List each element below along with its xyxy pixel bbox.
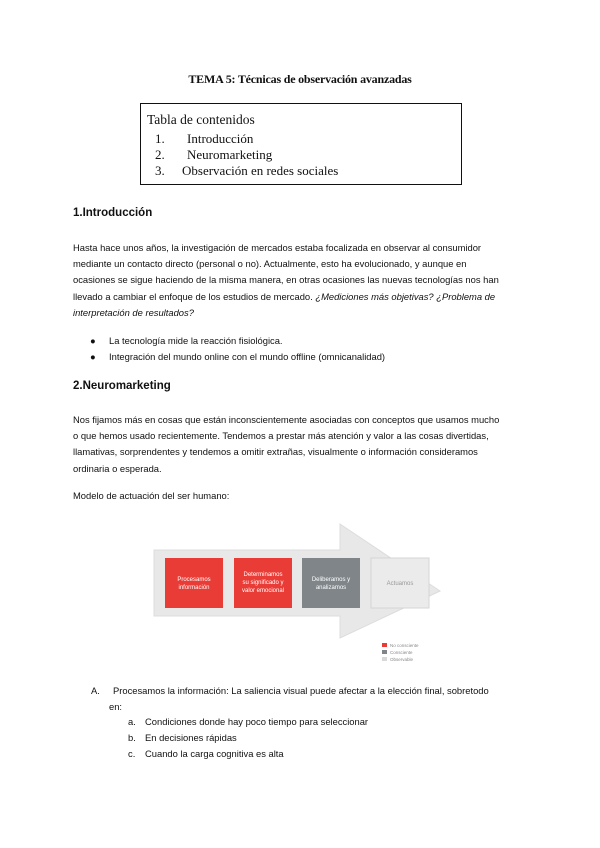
step-label: valor emocional bbox=[241, 588, 285, 594]
toc-item-number: 3. bbox=[155, 163, 165, 178]
step-label: Procesamos bbox=[177, 577, 211, 583]
paragraph-line: ocasiones se sigue haciendo de la misma manera, en otras ocasiones las nuevas tecnologías nos han bbox=[73, 274, 499, 286]
legend-label: Consciente bbox=[390, 650, 413, 655]
sublist-text: En decisiones rápidas bbox=[145, 732, 237, 743]
step-label: Actuamos bbox=[386, 581, 414, 587]
step-label: Deliberamos y bbox=[311, 577, 351, 583]
step-label: Determinamos bbox=[243, 572, 283, 578]
step-label: información bbox=[178, 585, 210, 591]
step-box bbox=[302, 558, 360, 608]
toc-item-number: 1. bbox=[155, 131, 165, 146]
bullet-text: Integración del mundo online con el mundo offline (omnicanalidad) bbox=[109, 351, 386, 362]
list-item-text: Procesamos la información: La saliencia visual puede afectar a la elección final, sobretodo bbox=[113, 685, 489, 696]
paragraph-question: ¿Mediciones más objetivas? ¿Problema de bbox=[315, 290, 496, 302]
step-label: su significado y bbox=[242, 580, 284, 586]
sublist-marker: b. bbox=[128, 732, 136, 743]
section-heading-neuromarketing: 2.Neuromarketing bbox=[73, 380, 171, 392]
toc-item-number: 2. bbox=[155, 147, 165, 162]
toc-heading: Tabla de contenidos bbox=[147, 112, 255, 127]
model-label: Modelo de actuación del ser humano: bbox=[73, 490, 230, 501]
neuromarketing-paragraph bbox=[73, 412, 526, 477]
page-title: TEMA 5: Técnicas de observación avanzadas bbox=[188, 72, 412, 86]
legend-swatch bbox=[382, 643, 387, 647]
legend-swatch bbox=[382, 650, 387, 654]
table-of-contents bbox=[140, 103, 462, 185]
sublist-marker: c. bbox=[128, 748, 136, 759]
legend-label: No consciente bbox=[390, 643, 419, 648]
paragraph-line: Nos fijamos más en cosas que están inconscientemente asociadas con conceptos que usamos mucho bbox=[73, 414, 500, 425]
paragraph-text: llevado a cambiar el enfoque de los estudios de mercado. bbox=[73, 290, 316, 302]
bullet-text: La tecnología mide la reacción fisiológica. bbox=[109, 335, 283, 346]
list-marker: A. bbox=[91, 685, 100, 696]
bullet-item bbox=[92, 335, 283, 346]
sublist-text: Cuando la carga cognitiva es alta bbox=[145, 748, 284, 759]
behavior-model-diagram bbox=[150, 520, 450, 668]
intro-paragraph bbox=[73, 240, 526, 321]
sublist-marker: a. bbox=[128, 716, 136, 727]
paragraph-line: ordinaria o esperada. bbox=[73, 462, 162, 474]
paragraph-line: o que hemos usado recientemente. Tendemos a prestar más atención y valor a las cosas divertidas, bbox=[73, 430, 489, 442]
paragraph-line: Hasta hace unos años, la investigación de mercados estaba focalizada en observar al consumidor bbox=[73, 242, 482, 253]
paragraph-line: llamativas, sorprendentes y tendemos a omitir extrañas, visualmente o información consideramos bbox=[73, 446, 478, 458]
bullet-icon: ● bbox=[90, 351, 96, 362]
toc-item-label: Neuromarketing bbox=[187, 147, 273, 162]
paragraph-line: mediante un contacto directo (personal o no). Actualmente, esto ha evolucionado, y aunque en bbox=[73, 258, 467, 270]
list-item-text: en: bbox=[109, 701, 123, 712]
section-heading-introduccion: 1.Introducción bbox=[73, 207, 153, 219]
legend-label: Observable bbox=[390, 657, 414, 662]
legend-swatch bbox=[382, 657, 387, 661]
toc-item-label: Introducción bbox=[187, 131, 254, 146]
step-box bbox=[165, 558, 223, 608]
paragraph-question: interpretación de resultados? bbox=[73, 306, 194, 318]
bullet-item bbox=[92, 351, 385, 362]
bullet-icon: ● bbox=[90, 335, 96, 346]
paragraph-line bbox=[73, 289, 526, 305]
toc-item-label: Observación en redes sociales bbox=[182, 163, 339, 178]
sublist-text: Condiciones donde hay poco tiempo para seleccionar bbox=[145, 716, 369, 727]
step-label: analizamos bbox=[315, 585, 347, 591]
